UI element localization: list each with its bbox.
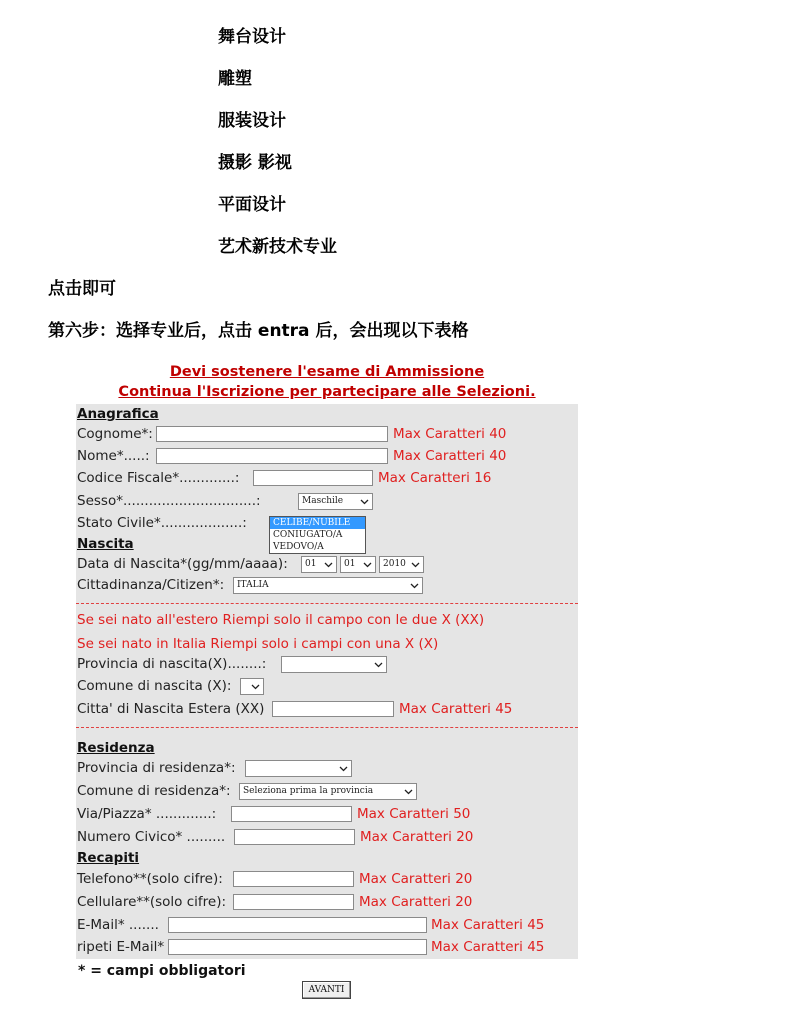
data-label: Data di Nascita*(gg/mm/aaaa): xyxy=(77,556,288,572)
chevron-down-icon xyxy=(362,558,373,571)
comune-res-label: Comune di residenza*: xyxy=(77,783,231,799)
citta-estera-input[interactable] xyxy=(272,701,394,717)
section-residenza: Residenza xyxy=(77,740,155,756)
chevron-down-icon xyxy=(338,762,349,775)
via-row xyxy=(76,804,578,827)
citta-estera-row xyxy=(76,699,578,721)
major-graphic-design: 平面设计 xyxy=(218,195,286,215)
telefono-row xyxy=(76,869,578,892)
nome-max: Max Caratteri 40 xyxy=(393,448,507,464)
civico-row xyxy=(76,827,578,850)
sesso-row xyxy=(76,491,578,513)
prov-res-row xyxy=(76,758,578,781)
comune-nascita-label: Comune di nascita (X): xyxy=(77,678,232,694)
email-input[interactable] xyxy=(168,917,427,933)
email2-input[interactable] xyxy=(168,939,427,955)
year-select[interactable] xyxy=(379,556,424,573)
comune-res-value: Seleziona prima la provincia xyxy=(243,786,374,796)
major-photography: 摄影 影视 xyxy=(218,153,292,173)
day-value: 01 xyxy=(305,559,317,569)
via-label: Via/Piazza* .............: xyxy=(77,806,217,822)
month-value: 01 xyxy=(344,559,356,569)
divider-dashed xyxy=(76,721,578,734)
email2-label: ripeti E-Mail* xyxy=(77,939,165,955)
stato-civile-dropdown[interactable] xyxy=(269,516,366,554)
telefono-label: Telefono**(solo cifre): xyxy=(77,871,223,887)
cf-max: Max Caratteri 16 xyxy=(378,470,492,486)
citta-estera-max: Max Caratteri 45 xyxy=(399,701,513,717)
major-stage-design: 舞台设计 xyxy=(218,27,286,47)
comune-nascita-select[interactable] xyxy=(240,678,264,695)
prov-nascita-label: Provincia di nascita(X)........: xyxy=(77,656,267,672)
email2-row xyxy=(76,937,578,959)
estero-note: Se sei nato all'estero Riempi solo il campo con le due X (XX) xyxy=(77,612,485,628)
cognome-max: Max Caratteri 40 xyxy=(393,426,507,442)
cittadinanza-value: ITALIA xyxy=(237,580,269,590)
chevron-down-icon xyxy=(250,680,261,693)
chevron-down-icon xyxy=(323,558,334,571)
cellulare-label: Cellulare**(solo cifre): xyxy=(77,894,227,910)
nome-input[interactable] xyxy=(156,448,388,464)
section-recapiti: Recapiti xyxy=(77,850,140,866)
cognome-input[interactable] xyxy=(156,426,388,442)
chevron-down-icon xyxy=(409,579,420,592)
cittadinanza-row xyxy=(76,575,578,597)
telefono-max: Max Caratteri 20 xyxy=(359,871,473,887)
section-recapiti-row xyxy=(76,850,578,869)
comune-res-select[interactable] xyxy=(239,783,417,800)
cittadinanza-label: Cittadinanza/Citizen*: xyxy=(77,577,225,593)
sesso-label: Sesso*...............................: xyxy=(77,493,261,509)
section-anagrafica-row xyxy=(76,404,578,424)
section-residenza-row xyxy=(76,734,578,758)
via-input[interactable] xyxy=(231,806,352,822)
sesso-select[interactable] xyxy=(298,493,373,510)
step6-text: 第六步：选择专业后，点击 entra 后，会出现以下表格 xyxy=(48,321,469,341)
cf-row xyxy=(76,468,578,491)
comune-nascita-row xyxy=(76,676,578,699)
email-max: Max Caratteri 45 xyxy=(431,917,545,933)
stato-option-vedovo[interactable]: VEDOVO/A xyxy=(273,542,324,552)
stato-option-coniugato[interactable]: CONIUGATO/A xyxy=(273,530,343,540)
stato-option-celibe[interactable]: CELIBE/NUBILE xyxy=(270,517,365,529)
telefono-input[interactable] xyxy=(233,871,354,887)
section-nascita: Nascita xyxy=(77,536,134,552)
divider-dashed xyxy=(76,597,578,610)
cognome-label: Cognome*: xyxy=(77,426,153,442)
stato-label: Stato Civile*...................: xyxy=(77,515,247,531)
email-row xyxy=(76,915,578,937)
sesso-value: Maschile xyxy=(302,496,344,506)
prov-res-select[interactable] xyxy=(245,760,352,777)
email2-max: Max Caratteri 45 xyxy=(431,939,545,955)
codice-fiscale-input[interactable] xyxy=(253,470,373,486)
chevron-down-icon xyxy=(410,558,421,571)
nome-label: Nome*.....: xyxy=(77,448,150,464)
required-footnote: * = campi obbligatori xyxy=(78,963,246,979)
cognome-row xyxy=(76,424,578,446)
email-label: E-Mail* ....... xyxy=(77,917,159,933)
nome-row xyxy=(76,446,578,468)
via-max: Max Caratteri 50 xyxy=(357,806,471,822)
civico-input[interactable] xyxy=(234,829,355,845)
italia-note-row xyxy=(76,632,578,654)
form-header-line2: Continua l'Iscrizione per partecipare alle Selezioni. xyxy=(118,384,536,400)
comune-res-row xyxy=(76,781,578,804)
chevron-down-icon xyxy=(403,785,414,798)
day-select[interactable] xyxy=(301,556,337,573)
prov-nascita-select[interactable] xyxy=(281,656,387,673)
section-anagrafica: Anagrafica xyxy=(77,406,159,422)
month-select[interactable] xyxy=(340,556,376,573)
prov-res-label: Provincia di residenza*: xyxy=(77,760,236,776)
estero-note-row xyxy=(76,610,578,632)
year-value: 2010 xyxy=(383,559,406,569)
data-nascita-row xyxy=(76,554,578,575)
civico-label: Numero Civico* ......... xyxy=(77,829,226,845)
click-note: 点击即可 xyxy=(48,279,116,299)
cittadinanza-select[interactable] xyxy=(233,577,423,594)
chevron-down-icon xyxy=(373,658,384,671)
form-header-line1: Devi sostenere l'esame di Ammissione xyxy=(169,364,485,380)
prov-nascita-row xyxy=(76,654,578,676)
cellulare-max: Max Caratteri 20 xyxy=(359,894,473,910)
citta-estera-label: Citta' di Nascita Estera (XX) xyxy=(77,701,265,717)
major-fashion-design: 服装设计 xyxy=(218,111,286,131)
cellulare-input[interactable] xyxy=(233,894,354,910)
civico-max: Max Caratteri 20 xyxy=(360,829,474,845)
cellulare-row xyxy=(76,892,578,915)
italia-note: Se sei nato in Italia Riempi solo i campi con una X (X) xyxy=(77,636,439,652)
cf-label: Codice Fiscale*.............: xyxy=(77,470,240,486)
major-new-art-tech: 艺术新技术专业 xyxy=(218,237,337,257)
chevron-down-icon xyxy=(359,495,370,508)
avanti-button[interactable]: AVANTI xyxy=(302,981,351,999)
major-sculpture: 雕塑 xyxy=(218,69,252,89)
